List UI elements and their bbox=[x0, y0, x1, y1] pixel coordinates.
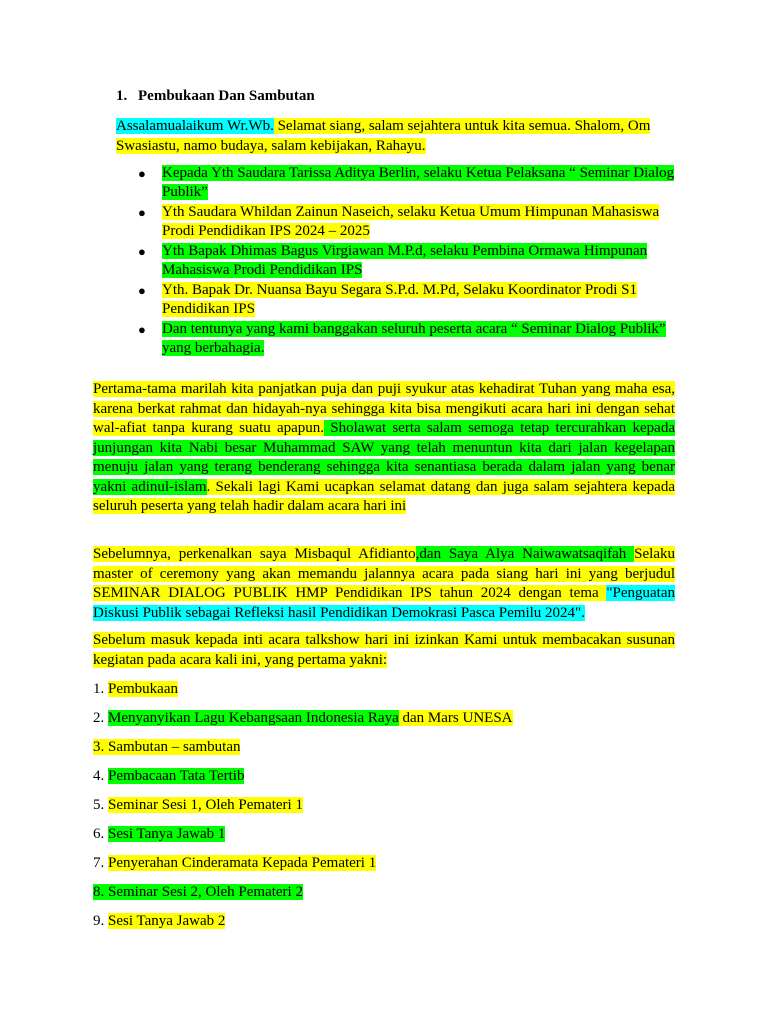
agenda-number: 4. bbox=[93, 768, 108, 784]
agenda-text: Sesi Tanya Jawab 2 bbox=[108, 913, 226, 929]
bullet-icon: ● bbox=[138, 166, 146, 181]
agenda-item bbox=[93, 796, 675, 825]
mc-intro-1: Sebelumnya, perkenalkan saya Misbaqul Afidianto bbox=[93, 546, 416, 562]
salutation-list bbox=[116, 164, 676, 359]
agenda-text: Menyanyikan Lagu Kebangsaan Indonesia Raya bbox=[108, 710, 399, 726]
agenda-item bbox=[93, 767, 675, 796]
agenda-number: 3. bbox=[93, 739, 105, 755]
agenda-text-extra: dan Mars UNESA bbox=[398, 710, 513, 726]
sholawat-text: Sholawat serta salam semoga tetap tercurahkan kepada junjungan kita Nabi besar Muhammad SAW yang telah menuntun kita dari jalan kegelapan menuju jalan yang terang benderang sehingga kita senantiasa berada dalam jalan yang benar yakni adinul-islam bbox=[93, 420, 675, 495]
opening-prayer-paragraph bbox=[93, 380, 675, 517]
salutation-item bbox=[116, 281, 676, 319]
event-theme: "Penguatan Diskusi Publik sebagai Refleksi hasil Pendidikan Demokrasi Pasca Pemilu 2024". bbox=[93, 585, 675, 621]
agenda-number: 1. bbox=[93, 681, 108, 697]
agenda-list bbox=[93, 680, 675, 941]
bullet-icon: ● bbox=[138, 322, 146, 337]
salutation-item bbox=[116, 164, 676, 202]
agenda-intro-paragraph bbox=[93, 631, 675, 670]
agenda-text: Pembacaan Tata Tertib bbox=[108, 768, 245, 784]
greeting-paragraph bbox=[116, 116, 676, 156]
agenda-text: Sesi Tanya Jawab 1 bbox=[108, 826, 226, 842]
heading-title: Pembukaan Dan Sambutan bbox=[138, 88, 315, 104]
mc-introduction-paragraph bbox=[93, 545, 675, 623]
agenda-item bbox=[93, 709, 675, 738]
salutation-item bbox=[116, 203, 676, 241]
welcome-text: . Sekali lagi Kami ucapkan selamat datang dan juga salam sejahtera kepada seluruh peserta yang telah hadir dalam acara hari ini bbox=[93, 478, 675, 514]
agenda-item bbox=[93, 912, 675, 941]
agenda-item bbox=[93, 680, 675, 709]
salutation-text: Dan tentunya yang kami banggakan seluruh peserta acara “ Seminar Dialog Publik” yang berbahagia. bbox=[162, 321, 666, 356]
agenda-text: Seminar Sesi 1, Oleh Pemateri 1 bbox=[108, 797, 303, 813]
mc-intro-3: Selaku master of ceremony yang akan memandu jalannya acara pada siang hari ini yang berjudul SEMINAR DIALOG PUBLIK HMP Pendidikan IPS tahun 2024 dengan tema bbox=[93, 546, 675, 601]
salutation-item bbox=[116, 242, 676, 280]
salutation-text: Yth. Bapak Dr. Nuansa Bayu Segara S.P.d. M.Pd, Selaku Koordinator Prodi S1 Pendidikan IPS bbox=[162, 282, 637, 317]
greeting-rest: Selamat siang, salam sejahtera untuk kita semua. Shalom, Om Swasiastu, namo budaya, salam kebijakan, Rahayu. bbox=[116, 118, 651, 154]
salutation-text: Kepada Yth Saudara Tarissa Aditya Berlin, selaku Ketua Pelaksana “ Seminar Dialog Publik” bbox=[162, 165, 675, 200]
salutation-item bbox=[116, 320, 676, 358]
heading-number: 1. bbox=[116, 88, 128, 104]
agenda-item bbox=[93, 883, 675, 912]
agenda-number: 2. bbox=[93, 710, 108, 726]
salutation-text: Yth Saudara Whildan Zainun Naseich, selaku Ketua Umum Himpunan Mahasiswa Prodi Pendidikan IPS 2024 – 2025 bbox=[162, 204, 660, 239]
bullet-icon: ● bbox=[138, 205, 146, 220]
salutation-text: Yth Bapak Dhimas Bagus Virgiawan M.P.d, selaku Pembina Ormawa Himpunan Mahasiswa Prodi Pendidikan IPS bbox=[162, 243, 648, 278]
agenda-item bbox=[93, 825, 675, 854]
bullet-icon: ● bbox=[138, 244, 146, 259]
agenda-number: 8. bbox=[93, 884, 105, 900]
section-heading bbox=[116, 87, 315, 106]
agenda-text: Sambutan – sambutan bbox=[104, 739, 241, 755]
agenda-text: Pembukaan bbox=[108, 681, 178, 697]
agenda-item bbox=[93, 854, 675, 883]
agenda-text: Seminar Sesi 2, Oleh Pemateri 2 bbox=[104, 884, 303, 900]
agenda-number: 9. bbox=[93, 913, 108, 929]
greeting-salam: Assalamualaikum Wr.Wb. bbox=[116, 118, 274, 134]
gratitude-text: Pertama-tama marilah kita panjatkan puja dan puji syukur atas kehadirat Tuhan yang maha esa, karena berkat rahmat dan hidayah-nya sehingga kita bisa mengikuti acara hari ini dengan sehat wal-afiat tanpa kurang suatu apapun. bbox=[93, 381, 675, 436]
agenda-intro-text: Sebelum masuk kepada inti acara talkshow hari ini izinkan Kami untuk membacakan susunan kegiatan pada acara kali ini, yang pertama yakni: bbox=[93, 632, 675, 668]
agenda-text: Penyerahan Cinderamata Kepada Pemateri 1 bbox=[108, 855, 377, 871]
agenda-item bbox=[93, 738, 675, 767]
agenda-number: 5. bbox=[93, 797, 108, 813]
mc-intro-2: ,dan Saya Alya Naiwawatsaqifah bbox=[415, 546, 635, 562]
bullet-icon: ● bbox=[138, 283, 146, 298]
agenda-number: 6. bbox=[93, 826, 108, 842]
agenda-number: 7. bbox=[93, 855, 108, 871]
